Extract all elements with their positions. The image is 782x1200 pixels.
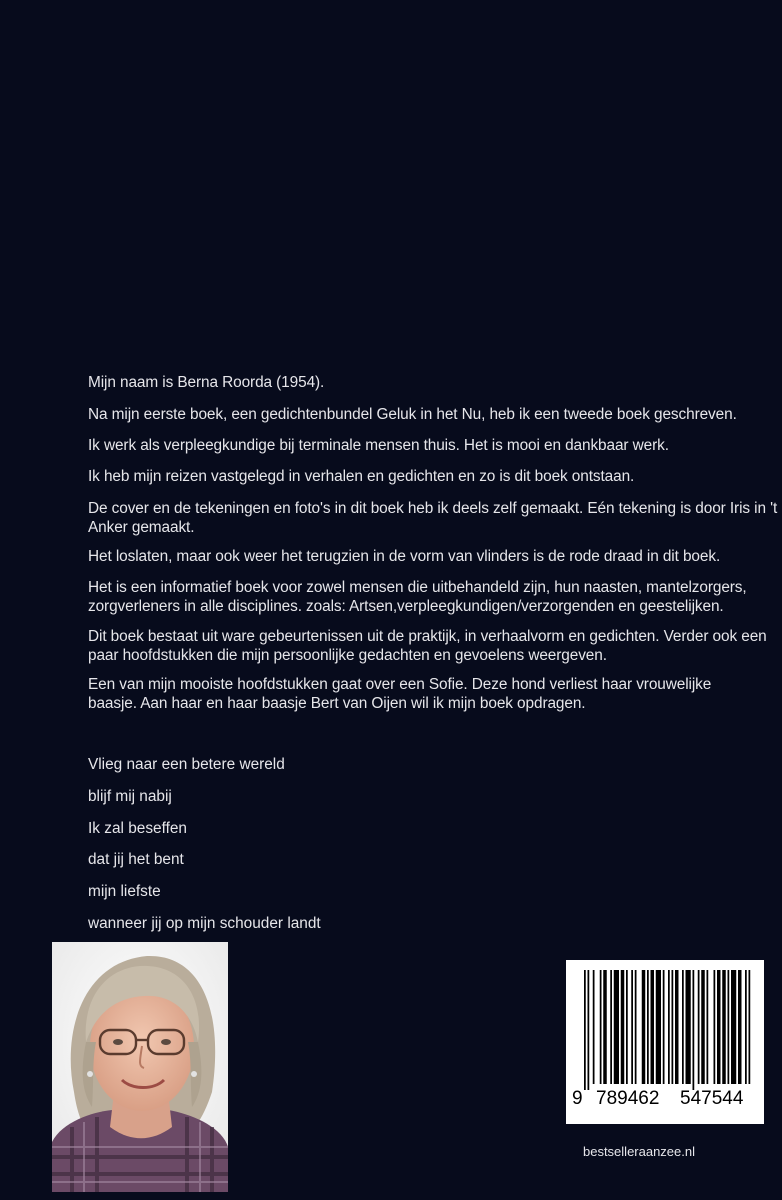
- dedication-paragraph: Een van mijn mooiste hoofdstukken gaat over een Sofie. Deze hond verliest haar vrouwelijke baasje. Aan haar en haar baasje Bert van Oijen wil ik mijn boek opdragen.: [88, 676, 712, 712]
- audience-paragraph: Het is een informatief boek voor zowel mensen die uitbehandeld zijn, hun naasten, mantelzorgers, zorgverleners in alle disciplines. zoals: Artsen,verpleegkundigen/verzorgenden en geestelijken.: [88, 579, 747, 615]
- isbn-first-group: 789462: [596, 1088, 660, 1109]
- barcode-bar: [593, 970, 595, 1084]
- first-book-paragraph: Na mijn eerste boek, een gedichtenbundel Geluk in het Nu, heb ik een tweede boek geschreven.: [88, 406, 737, 423]
- cover-drawings-paragraph: De cover en de tekeningen en foto's in dit boek heb ik deels zelf gemaakt. Eén tekening is door Iris in 't Anker gemaakt.: [88, 500, 778, 536]
- barcode-bar: [686, 970, 691, 1084]
- travels-paragraph: Ik heb mijn reizen vastgelegd in verhalen en gedichten en zo is dit boek ontstaan.: [88, 468, 635, 485]
- barcode-bar: [584, 970, 586, 1090]
- barcode-bar: [717, 970, 721, 1084]
- publisher-website: bestselleraanzee.nl: [582, 1144, 696, 1159]
- barcode-bars: [566, 960, 764, 1090]
- work-paragraph: Ik werk als verpleegkundige bij terminale mensen thuis. Het is mooi en dankbaar werk.: [88, 437, 669, 454]
- barcode-bar: [707, 970, 709, 1084]
- barcode-bar: [749, 970, 751, 1084]
- barcode-bar: [651, 970, 655, 1084]
- barcode-bar: [603, 970, 607, 1084]
- barcode-bar: [722, 970, 726, 1084]
- isbn-second-group: 547544: [680, 1088, 744, 1109]
- barcode-bar: [663, 970, 665, 1084]
- barcode-bar: [672, 970, 674, 1084]
- barcode-bar: [731, 970, 736, 1084]
- poem-line: wanneer jij op mijn schouder landt: [88, 915, 321, 932]
- barcode-bar: [621, 970, 625, 1084]
- barcode-bar: [656, 970, 661, 1084]
- intro-paragraph: Mijn naam is Berna Roorda (1954).: [88, 374, 325, 391]
- author-portrait-illustration: [52, 942, 228, 1192]
- isbn-prefix-digit: 9: [572, 1088, 583, 1109]
- poem-line: dat jij het bent: [88, 851, 184, 868]
- barcode-bar: [635, 970, 637, 1084]
- poem-line: blijf mij nabij: [88, 788, 172, 805]
- barcode-bar: [642, 970, 646, 1084]
- poem-line: mijn liefste: [88, 883, 161, 900]
- barcode-bar: [610, 970, 612, 1084]
- isbn-number: [566, 1088, 764, 1112]
- poem-line: Ik zal beseffen: [88, 820, 187, 837]
- author-photo: [52, 942, 228, 1192]
- barcode-bar: [588, 970, 590, 1090]
- isbn-barcode: [566, 960, 764, 1124]
- barcode-bar: [714, 970, 716, 1084]
- barcode-bar: [647, 970, 649, 1084]
- barcode-bar: [738, 970, 742, 1084]
- barcode-bar: [675, 970, 679, 1084]
- barcode-bar: [668, 970, 670, 1084]
- barcode-bar: [728, 970, 730, 1084]
- barcode-bar: [745, 970, 747, 1084]
- barcode-bar: [682, 970, 684, 1084]
- barcode-bar: [626, 970, 628, 1084]
- theme-paragraph: Het loslaten, maar ook weer het terugzien in de vorm van vlinders is de rode draad in dit boek.: [88, 548, 721, 565]
- content-paragraph: Dit boek bestaat uit ware gebeurtenissen uit de praktijk, in verhaalvorm en gedichten. Verder ook een paar hoofdstukken die mijn persoonlijke gedachten en gevoelens weergeven.: [88, 628, 767, 664]
- poem-line: Vlieg naar een betere wereld: [88, 756, 285, 773]
- barcode-bar: [701, 970, 705, 1084]
- barcode-bar: [600, 970, 602, 1084]
- barcode-bar: [693, 970, 695, 1090]
- barcode-bar: [698, 970, 700, 1084]
- barcode-bar: [631, 970, 633, 1084]
- barcode-bar: [614, 970, 619, 1084]
